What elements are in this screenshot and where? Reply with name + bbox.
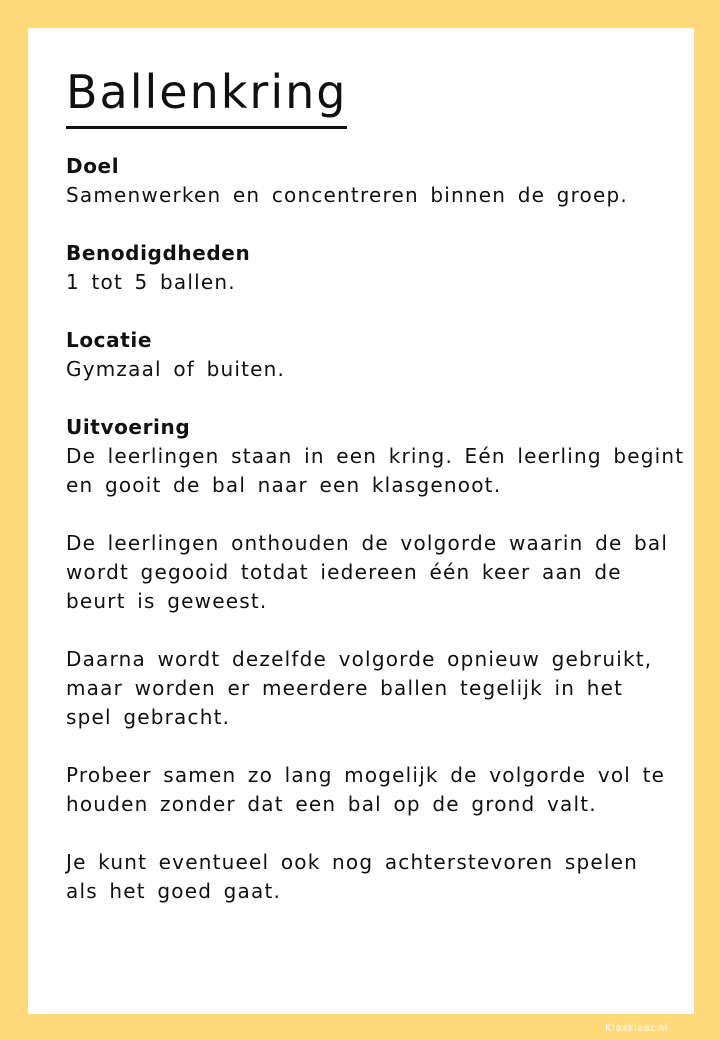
- section-locatie: [66, 326, 676, 384]
- paragraph: [66, 442, 685, 500]
- paragraph-line: spel gebracht.: [66, 705, 231, 729]
- paragraph-line: en gooit de bal naar een klasgenoot.: [66, 473, 502, 497]
- paragraph-line: beurt is geweest.: [66, 589, 268, 613]
- card-content: [66, 152, 685, 935]
- paragraph: [66, 761, 676, 819]
- section-text: Gymzaal of buiten.: [66, 357, 286, 381]
- section-heading: Doel: [66, 154, 120, 178]
- paragraph-line: maar worden er meerdere ballen tegelijk in het: [66, 676, 624, 700]
- section-uitvoering: [66, 413, 685, 906]
- section-heading: Locatie: [66, 328, 153, 352]
- section-text: 1 tot 5 ballen.: [66, 270, 236, 294]
- section-benodigdheden: [66, 239, 676, 297]
- section-heading: Uitvoering: [66, 415, 191, 439]
- section-heading: Benodigdheden: [66, 241, 251, 265]
- paragraph-line: De leerlingen staan in een kring. Eén leerling begint: [66, 444, 685, 468]
- paragraph-line: Daarna wordt dezelfde volgorde opnieuw gebruikt,: [66, 647, 653, 671]
- activity-card: [28, 28, 694, 1014]
- paragraph: [66, 529, 676, 616]
- paragraph-line: wordt gegooid totdat iedereen één keer aan de: [66, 560, 622, 584]
- footer-credit: Klasklaar.nl: [605, 1023, 668, 1034]
- paragraph-line: Probeer samen zo lang mogelijk de volgorde vol te: [66, 763, 666, 787]
- paragraph-line: als het goed gaat.: [66, 879, 282, 903]
- paragraph: [66, 848, 676, 906]
- page-title: Ballenkring: [66, 60, 347, 129]
- paragraph-line: De leerlingen onthouden de volgorde waarin de bal: [66, 531, 669, 555]
- paragraph: [66, 645, 676, 732]
- paragraph-line: Je kunt eventueel ook nog achterstevoren spelen: [66, 850, 639, 874]
- section-doel: [66, 152, 676, 210]
- paragraph-line: houden zonder dat een bal op de grond valt.: [66, 792, 597, 816]
- section-text: Samenwerken en concentreren binnen de groep.: [66, 183, 628, 207]
